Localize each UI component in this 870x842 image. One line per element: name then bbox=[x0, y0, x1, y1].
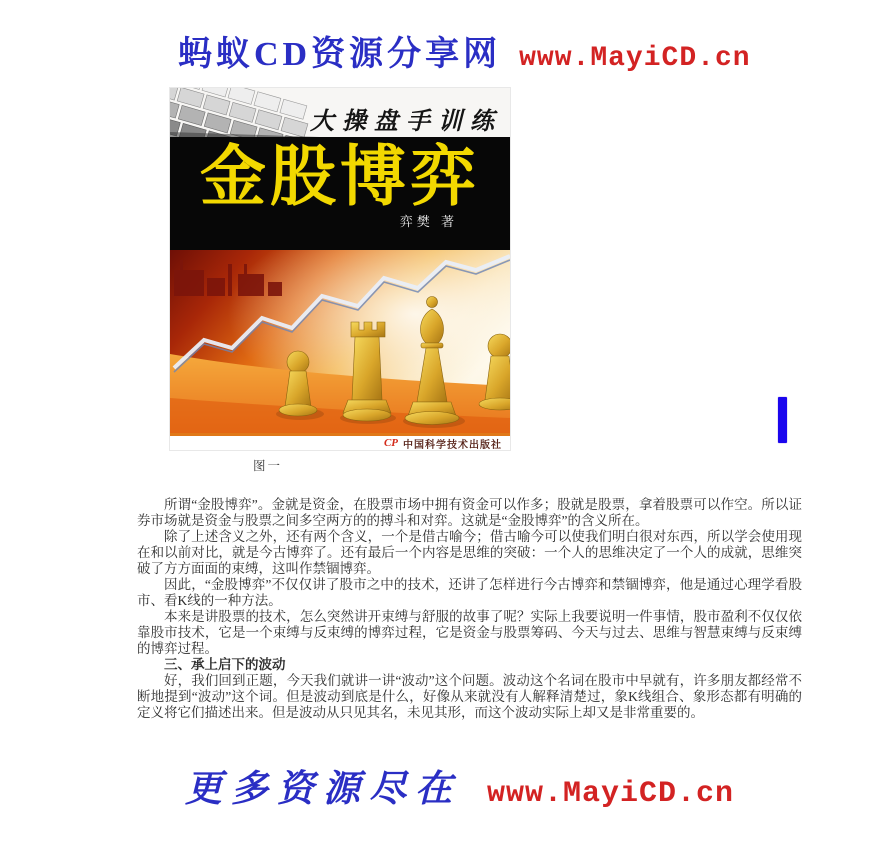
article-body bbox=[137, 497, 802, 721]
cover-series-title: 大操盘手训练 bbox=[310, 109, 502, 135]
footer-banner bbox=[185, 758, 734, 812]
header-site-url-link[interactable]: www.MayiCD.cn bbox=[519, 43, 751, 74]
figure-caption: 图一 bbox=[253, 459, 283, 473]
paragraph: 好，我们回到正题，今天我们就讲一讲“波动”这个问题。波动这个名词在股市中早就有，许多朋友都经常不断地提到“波动”这个词。但是波动到底是什么，好像从来就没有人解释清楚过，象K线组合、象形态都有明确的定义将它们描述出来。但是波动从只见其名，未见其形，而这个波动实际上却又是非常重要的。 bbox=[137, 673, 802, 720]
cover-title: 金股博弈 bbox=[200, 139, 480, 213]
paragraph: 所谓“金股博弈”。金就是资金，在股票市场中拥有资金可以作多；股就是股票，拿着股票可以作空。所以证券市场就是资金与股票之间多空两方的的搏斗和对弈。这就是“金股博弈”的含义所在。 bbox=[137, 497, 802, 528]
header-banner bbox=[178, 26, 751, 75]
text-cursor-bar bbox=[778, 397, 787, 443]
cover-publisher-row bbox=[170, 436, 510, 450]
book-cover-figure bbox=[170, 88, 510, 450]
footer-site-url-link[interactable]: www.MayiCD.cn bbox=[487, 777, 735, 811]
paragraph: 本来是讲股票的技术，怎么突然讲开束缚与舒服的故事了呢？实际上我要说明一件事情，股市盈利不仅仅依靠股市技术，它是一个束缚与反束缚的博弈过程，它是资金与股票筹码、今天与过去、思维与智慧束缚与反束缚的博弈过程。 bbox=[137, 609, 802, 656]
chess-kline-artwork bbox=[170, 250, 510, 433]
footer-tagline: 更多资源尽在 bbox=[185, 769, 461, 810]
cover-top-strip bbox=[170, 88, 510, 137]
paragraph: 除了上述含义之外，还有两个含义，一个是借古喻今；借古喻今可以使我们明白很对东西，所以学会使用现在和以前对比，就是今古博弈了。还有最后一个内容是思维的突破：一个人的思维决定了一个人的成就，思维突破了方方面面的束缚，这叫作禁锢博弈。 bbox=[137, 529, 802, 576]
section-heading: 三、承上启下的波动 bbox=[164, 657, 286, 672]
publisher-name: 中国科学技术出版社 bbox=[403, 439, 502, 451]
publisher-logo: CP bbox=[383, 437, 398, 449]
cover-scene bbox=[170, 250, 510, 433]
cover-title-band bbox=[170, 137, 510, 250]
cover-author: 弈樊 著 bbox=[399, 214, 458, 229]
paragraph: 因此，“金股博弈”不仅仅讲了股市之中的技术，还讲了怎样进行今古博弈和禁锢博弈，他是通过心理学看股市、看K线的一种方法。 bbox=[137, 577, 802, 608]
header-site-name: 蚂蚁CD资源分享网 bbox=[178, 36, 502, 73]
